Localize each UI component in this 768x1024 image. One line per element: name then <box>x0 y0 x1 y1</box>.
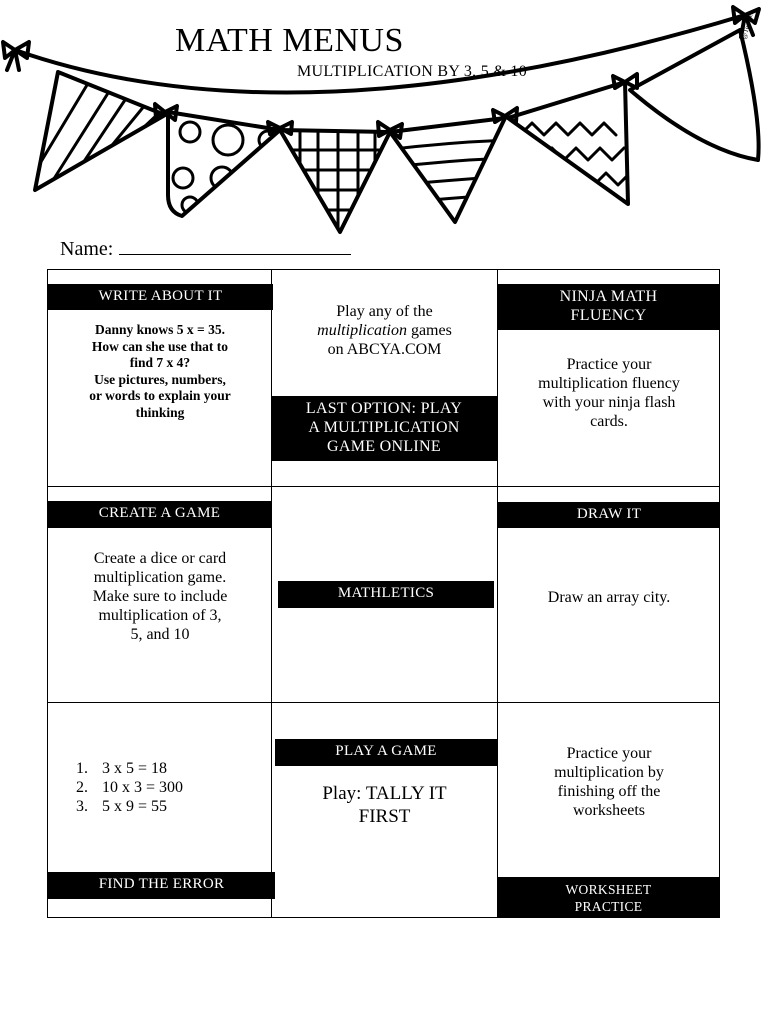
prompt-line: Danny knows 5 x = 35. <box>95 322 225 337</box>
intro-line: on ABCYA.COM <box>327 341 442 358</box>
label-line: NINJA MATH <box>559 288 658 305</box>
write-about-it-prompt <box>48 322 272 421</box>
text-line: worksheets <box>573 802 645 819</box>
draw-it-text: Draw an array city. <box>547 589 671 606</box>
prompt-line: thinking <box>135 404 185 420</box>
label-line: PRACTICE <box>574 899 643 914</box>
text-line: Make sure to include <box>92 588 228 605</box>
text-line: with your ninja flash <box>542 394 676 411</box>
play-game-text <box>272 782 497 828</box>
flag-zigzag <box>508 82 630 204</box>
flag-striped <box>30 72 165 190</box>
grid-divider <box>48 702 719 703</box>
prompt-line: find 7 x 4? <box>129 355 191 370</box>
grid-divider <box>48 486 719 487</box>
text-line: 5, and 10 <box>130 626 190 643</box>
text-line: Play: TALLY IT <box>322 783 447 804</box>
menu-grid <box>47 269 720 918</box>
prompt-line: How can she use that to <box>91 338 229 354</box>
intro-line <box>272 321 497 340</box>
text-line: Create a dice or card <box>93 550 227 567</box>
prompt-line: Use pictures, numbers, <box>94 371 226 387</box>
intro-line: Play any of the <box>336 303 433 320</box>
write-about-it-label: WRITE ABOUT IT <box>48 284 273 310</box>
find-error-list <box>54 759 183 816</box>
label-line: A MULTIPLICATION <box>308 419 460 436</box>
draw-it-label: DRAW IT <box>498 502 720 528</box>
worksheet-practice-label <box>498 877 719 917</box>
text-line: FIRST <box>358 806 411 827</box>
text-line: multiplication fluency <box>538 375 680 392</box>
create-game-text <box>48 549 272 644</box>
flag-plain <box>630 30 759 160</box>
page-title: MATH MENUS <box>175 22 404 59</box>
name-field <box>60 238 351 261</box>
worksheet-text <box>498 744 720 820</box>
error-item <box>54 778 183 797</box>
text-line: multiplication game. <box>93 569 227 586</box>
text-line: multiplication by <box>554 764 664 781</box>
item-number: 2. <box>76 779 88 796</box>
item-text: 5 x 9 = 55 <box>102 798 168 815</box>
create-game-label: CREATE A GAME <box>48 501 271 528</box>
play-game-label: PLAY A GAME <box>275 739 497 766</box>
last-option-label <box>271 396 497 461</box>
item-number: 3. <box>76 798 88 815</box>
online-game-intro <box>272 302 497 359</box>
ninja-math-text <box>498 355 720 431</box>
error-item <box>54 797 183 816</box>
text-line: multiplication of 3, <box>98 607 222 624</box>
intro-rest: games <box>406 322 452 339</box>
text-line: cards. <box>590 413 628 430</box>
ninja-math-label <box>498 284 719 330</box>
item-number: 1. <box>76 760 88 777</box>
prompt-line: or words to explain your <box>89 388 231 403</box>
mathletics-label: MATHLETICS <box>278 581 494 608</box>
find-error-label: FIND THE ERROR <box>48 872 275 899</box>
label-line: GAME ONLINE <box>327 438 441 455</box>
artist-credit: @Teacher <box>740 10 756 41</box>
label-line: WORKSHEET <box>565 882 652 897</box>
flag-grid <box>275 125 395 235</box>
label-line: FLUENCY <box>570 307 647 324</box>
text-line: finishing off the <box>557 783 661 800</box>
text-line: Practice your <box>566 356 652 373</box>
name-input-line[interactable] <box>119 238 351 255</box>
name-label: Name: <box>60 238 114 260</box>
item-text: 10 x 3 = 300 <box>102 779 184 796</box>
flag-polka-dot <box>168 112 280 216</box>
text-line: Practice your <box>566 745 652 762</box>
page-subtitle: MULTIPLICATION BY 3, 5 & 10 <box>297 63 528 80</box>
item-text: 3 x 5 = 18 <box>102 760 168 777</box>
error-item <box>54 759 183 778</box>
flag-horizontal-stripes <box>385 118 510 222</box>
label-line: LAST OPTION: PLAY <box>305 400 463 417</box>
intro-emphasis: multiplication <box>317 322 407 339</box>
